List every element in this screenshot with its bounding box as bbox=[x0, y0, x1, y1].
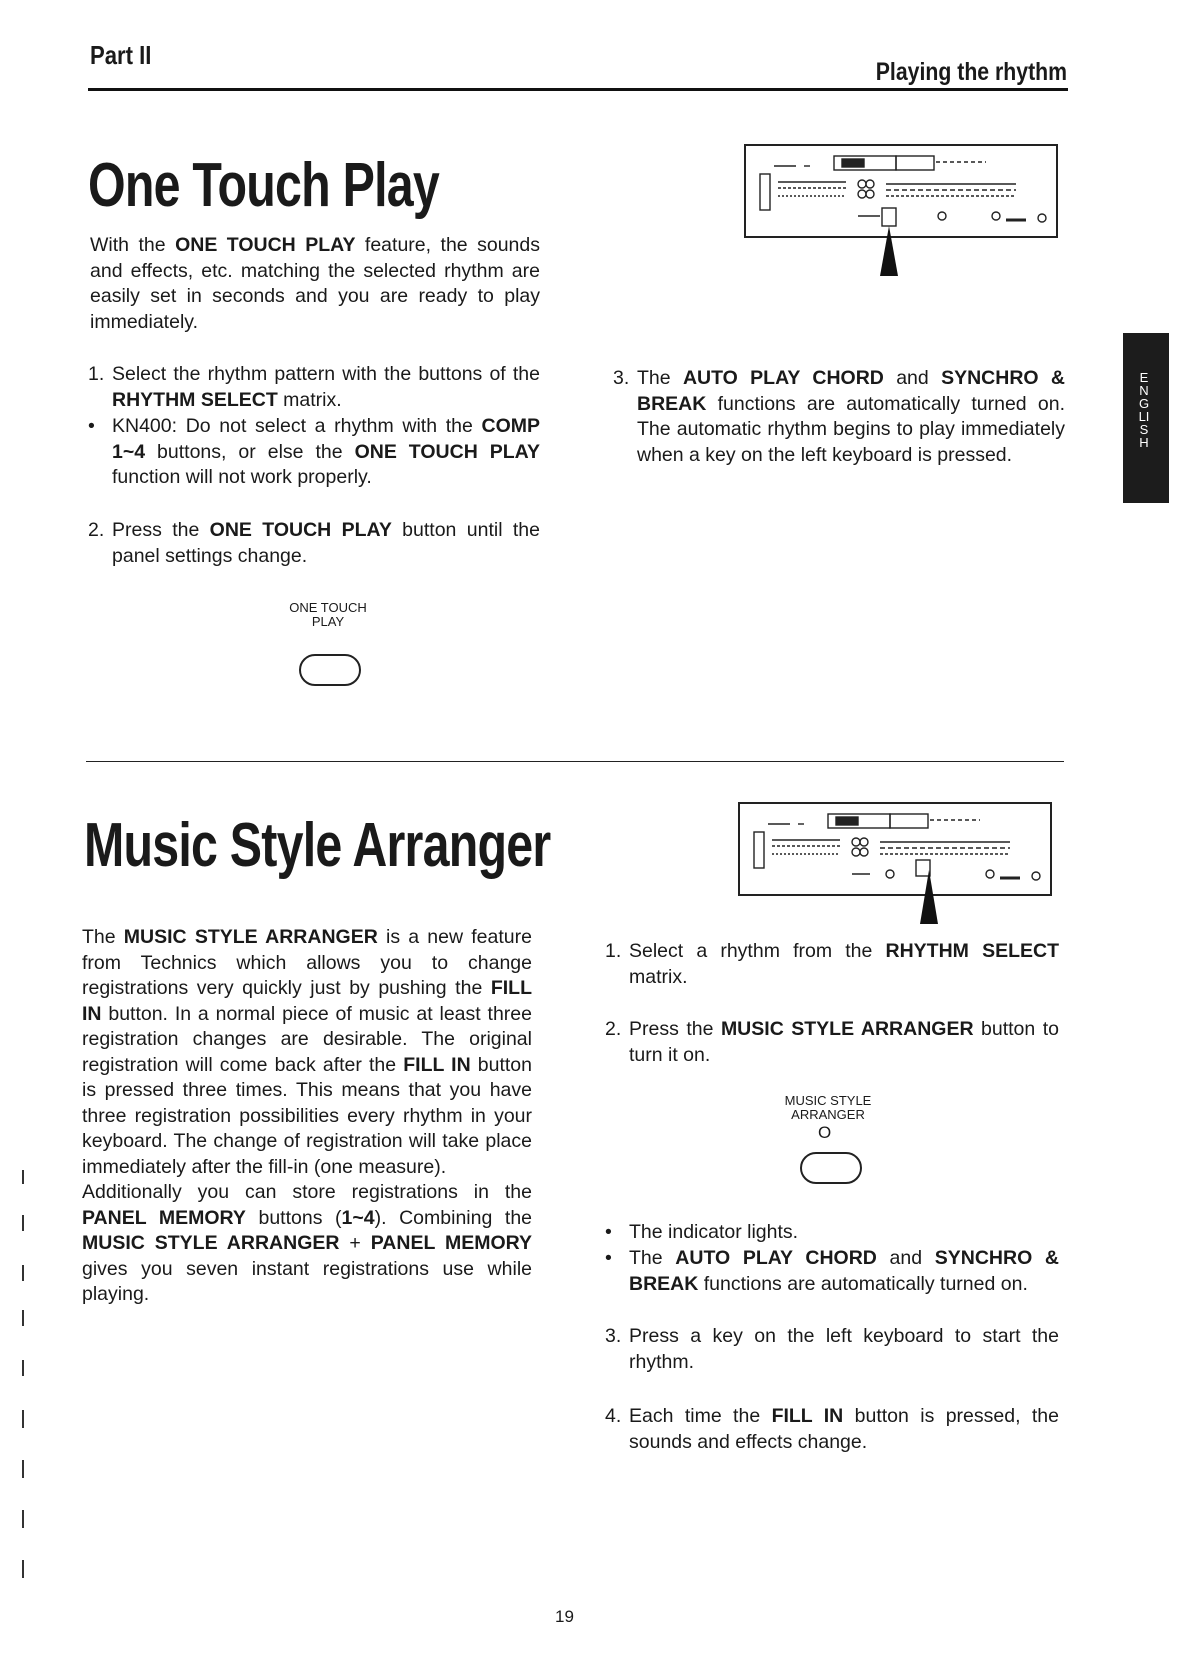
margin-mark bbox=[22, 1510, 24, 1528]
one-touch-intro: With the ONE TOUCH PLAY feature, the sounds and effects, etc. matching the selected rhythm are easily set in seconds and you are ready to play immediately. bbox=[90, 234, 540, 333]
music-style-step-4: 4. Each time the FILL IN button is pressed, the sounds and effects change. bbox=[605, 1405, 1059, 1453]
music-style-arranger-button-label: MUSIC STYLE ARRANGER bbox=[784, 1093, 872, 1122]
pointer-arrow-icon bbox=[878, 226, 900, 276]
one-touch-step-3: 3. The AUTO PLAY CHORD and SYNCHRO & BREAK functions are automatically turned on. The automatic rhythm begins to play immediately when a key on the left keyboard is pressed. bbox=[613, 367, 1065, 466]
panel-display-diagram bbox=[744, 144, 1058, 238]
music-style-intro: The MUSIC STYLE ARRANGER is a new feature from Technics which allows you to change registrations very quickly just by pushing the FILL IN button. In a normal piece of music at least three registration changes are desirable. The original registration will come back after the FILL IN button is pressed three times. This means that you have three registration possibilities every rhythm in your keyboard. The change of registration will take place immediately after the fill-in (one measure). Additionally you can store registrations in the PANEL MEMORY buttons (1~4). Combining the MUSIC STYLE ARRANGER + PANEL MEMORY gives you seven instant registrations use while playing. bbox=[82, 926, 533, 1305]
panel-display-diagram bbox=[738, 802, 1052, 896]
header-section-title: Playing the rhythm bbox=[875, 58, 1067, 86]
panel-display-drawing bbox=[746, 146, 1056, 236]
music-style-bullet-indicator: • The indicator lights. bbox=[605, 1221, 799, 1243]
language-tab bbox=[1123, 333, 1169, 503]
margin-mark bbox=[22, 1310, 24, 1326]
one-touch-step-1: 1. Select the rhythm pattern with the buttons of the RHYTHM SELECT matrix. bbox=[88, 363, 540, 411]
music-style-step-3: 3. Press a key on the left keyboard to start the rhythm. bbox=[605, 1325, 1059, 1373]
music-style-step-1: 1. Select a rhythm from the RHYTHM SELECT matrix. bbox=[605, 940, 1059, 988]
music-style-arranger-button[interactable] bbox=[800, 1152, 862, 1184]
music-style-bullet-functions: • The AUTO PLAY CHORD and SYNCHRO & BREAK functions are automatically turned on. bbox=[605, 1247, 1060, 1295]
section-title-music-style-arranger: Music Style Arranger bbox=[84, 811, 551, 880]
language-tab-label: ENGLISH bbox=[1138, 370, 1150, 450]
one-touch-step-2: 2. Press the ONE TOUCH PLAY button until the panel settings change. bbox=[88, 519, 540, 567]
margin-mark bbox=[22, 1215, 24, 1231]
margin-mark bbox=[22, 1265, 24, 1281]
header-rule bbox=[88, 88, 1068, 91]
section-divider bbox=[86, 761, 1064, 762]
one-touch-play-button[interactable] bbox=[299, 654, 361, 686]
margin-mark bbox=[22, 1170, 24, 1184]
pointer-arrow-icon bbox=[918, 870, 940, 924]
one-touch-bullet-kn400: • KN400: Do not select a rhythm with the COMP 1~4 buttons, or else the ONE TOUCH PLAY function will not work properly. bbox=[88, 415, 540, 488]
margin-mark bbox=[22, 1460, 24, 1478]
margin-mark bbox=[22, 1360, 24, 1376]
music-style-step-2: 2. Press the MUSIC STYLE ARRANGER button to turn it on. bbox=[605, 1018, 1059, 1066]
header-part: Part II bbox=[90, 40, 152, 70]
indicator-lamp-icon: O bbox=[818, 1123, 832, 1142]
margin-mark bbox=[22, 1410, 24, 1428]
page-number: 19 bbox=[555, 1607, 574, 1626]
section-title-one-touch-play: One Touch Play bbox=[88, 151, 439, 220]
one-touch-play-button-label: ONE TOUCH PLAY bbox=[289, 600, 367, 629]
margin-mark bbox=[22, 1560, 24, 1578]
panel-display-drawing bbox=[740, 804, 1050, 894]
